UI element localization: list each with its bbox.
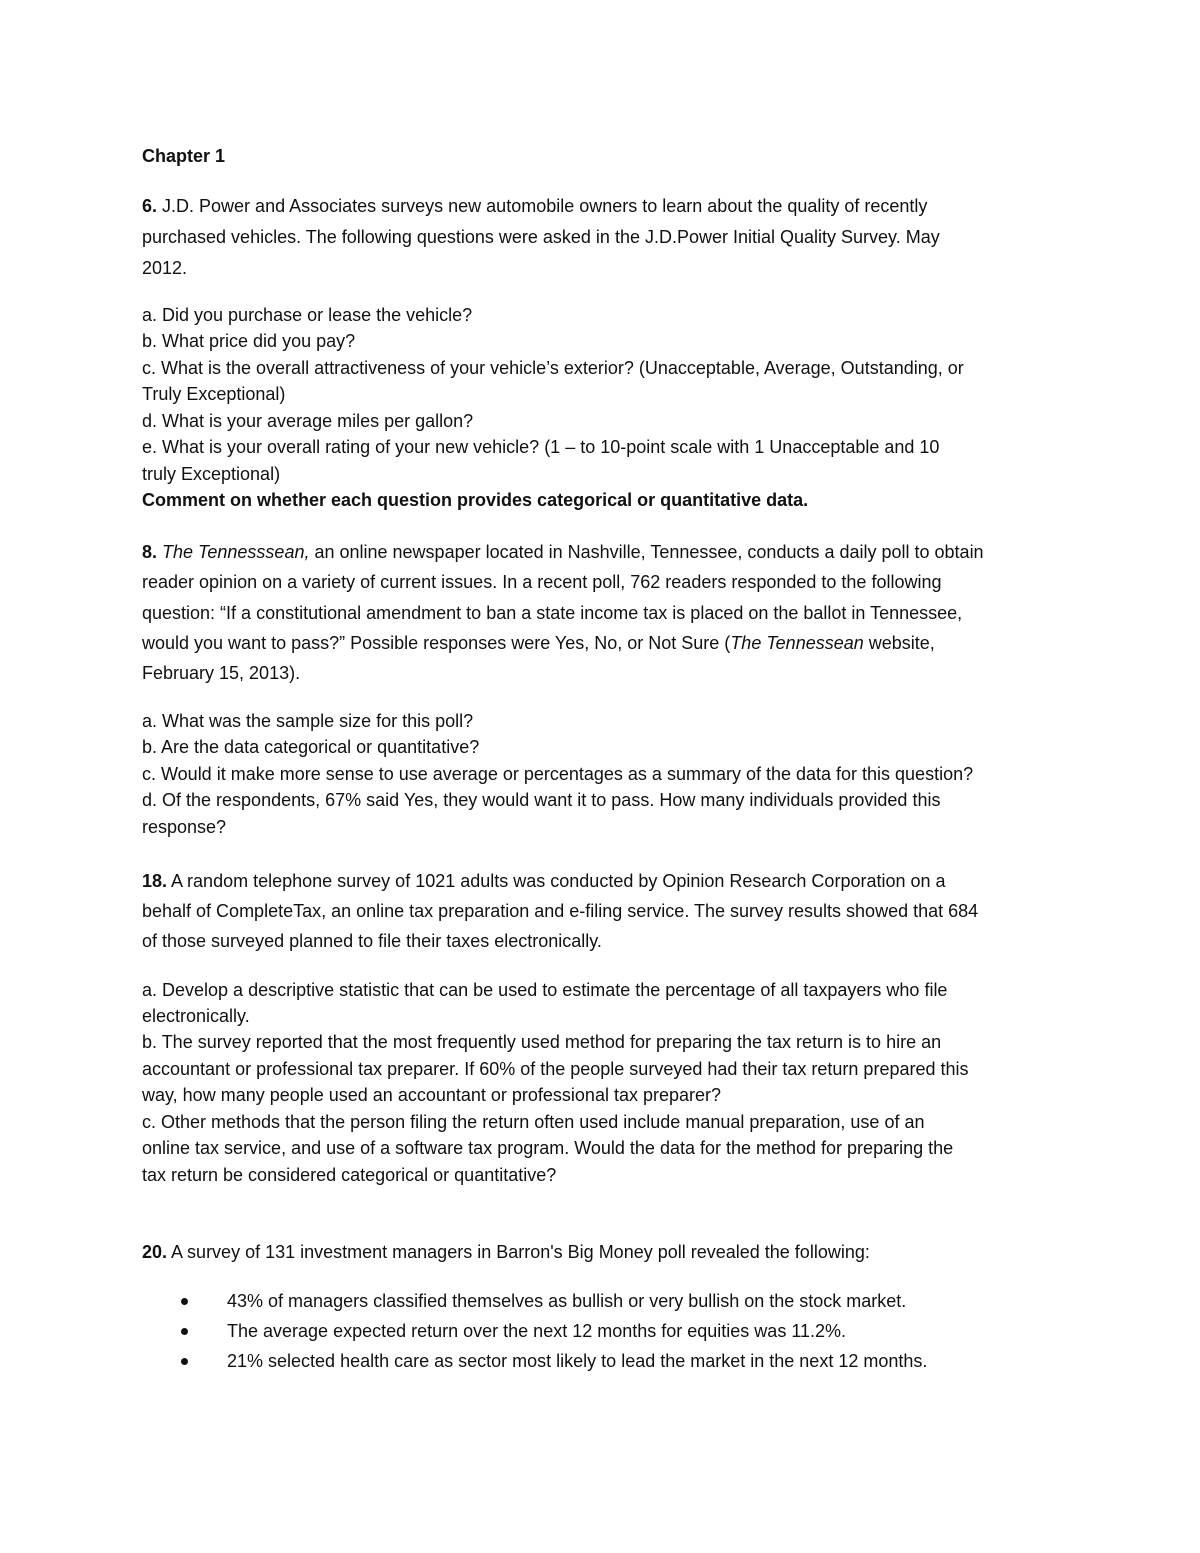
- q20-bullet-2: The average expected return over the next 12 months for equities was 11.2%.: [227, 1321, 847, 1341]
- q8-line-5: February 15, 2013).: [142, 663, 301, 683]
- q18-number: 18.: [142, 871, 168, 891]
- q6-item-c-cont: Truly Exceptional): [142, 384, 286, 404]
- q18-intro-line-3: of those surveyed planned to file their taxes electronically.: [142, 931, 602, 951]
- q20-intro: [142, 1237, 1067, 1267]
- q18-intro-text-1: A random telephone survey of 1021 adults was conducted by Opinion Research Corporation on a: [167, 871, 946, 891]
- q8-item-c: c. Would it make more sense to use average or percentages as a summary of the data for this question?: [142, 764, 974, 784]
- q8-item-d-cont: response?: [142, 817, 227, 837]
- chapter-heading: Chapter 1: [142, 146, 226, 166]
- q18-item-c-cont-1: online tax service, and use of a software tax program. Would the data for the method for preparing the: [142, 1138, 954, 1158]
- q8-line-4-pre: would you want to pass?” Possible responses were Yes, No, or Not Sure (: [142, 633, 731, 653]
- q20-bullet-3: 21% selected health care as sector most likely to lead the market in the next 12 months.: [227, 1351, 928, 1371]
- q6-item-e-cont: truly Exceptional): [142, 464, 281, 484]
- q8-line-2: reader opinion on a variety of current issues. In a recent poll, 762 readers responded to the following: [142, 572, 942, 592]
- q6-item-e: e. What is your overall rating of your new vehicle? (1 – to 10-point scale with 1 Unacceptable and 10: [142, 437, 940, 457]
- q8-number: 8.: [142, 542, 158, 562]
- q6-item-c: c. What is the overall attractiveness of your vehicle’s exterior? (Unacceptable, Average, Outstanding, or: [142, 358, 964, 378]
- q20-bullet-1: 43% of managers classified themselves as bullish or very bullish on the stock market.: [227, 1291, 907, 1311]
- q18-item-b-cont-2: way, how many people used an accountant or professional tax preparer?: [142, 1085, 722, 1105]
- bullet-icon: [181, 1328, 188, 1335]
- q8-line-1: [142, 537, 1067, 567]
- q6-item-d: d. What is your average miles per gallon?: [142, 411, 474, 431]
- q6-intro-line-2: purchased vehicles. The following questions were asked in the J.D.Power Initial Quality Survey. May: [142, 227, 940, 247]
- q6-number: 6.: [142, 196, 158, 216]
- bullet-icon: [181, 1298, 188, 1305]
- q18-item-a: a. Develop a descriptive statistic that can be used to estimate the percentage of all taxpayers who file: [142, 980, 948, 1000]
- q20-number: 20.: [142, 1242, 168, 1262]
- q8-source-name: The Tennessean: [730, 633, 864, 653]
- q6-intro-line-3: 2012.: [142, 258, 188, 278]
- q8-item-d: d. Of the respondents, 67% said Yes, they would want it to pass. How many individuals provided this: [142, 790, 941, 810]
- q8-item-b: b. Are the data categorical or quantitative?: [142, 737, 480, 757]
- bullet-icon: [181, 1358, 188, 1365]
- q18-item-c-cont-2: tax return be considered categorical or quantitative?: [142, 1165, 557, 1185]
- q18-item-c: c. Other methods that the person filing the return often used include manual preparation, use of an: [142, 1112, 925, 1132]
- q18-item-b: b. The survey reported that the most frequently used method for preparing the tax return is to hire an: [142, 1032, 942, 1052]
- q8-line-3: question: “If a constitutional amendment to ban a state income tax is placed on the ballot in Tennessee,: [142, 603, 963, 623]
- q8-line-4: [142, 628, 1067, 658]
- q8-item-a: a. What was the sample size for this poll?: [142, 711, 474, 731]
- q8-line-4-post: website,: [863, 633, 935, 653]
- q6-item-b: b. What price did you pay?: [142, 331, 356, 351]
- q18-item-b-cont-1: accountant or professional tax preparer. If 60% of the people surveyed had their tax return prepared this: [142, 1059, 969, 1079]
- q8-line-1-rest: an online newspaper located in Nashville, Tennessee, conducts a daily poll to obtain: [309, 542, 984, 562]
- q6-intro-line-1: [142, 191, 1067, 221]
- q6-intro-text-1: J.D. Power and Associates surveys new automobile owners to learn about the quality of recently: [162, 196, 928, 216]
- q18-intro-line-1: [142, 866, 1067, 896]
- q6-instruction: Comment on whether each question provides categorical or quantitative data.: [142, 490, 809, 510]
- q6-item-a: a. Did you purchase or lease the vehicle?: [142, 305, 473, 325]
- q18-item-a-cont: electronically.: [142, 1006, 250, 1026]
- q18-intro-line-2: behalf of CompleteTax, an online tax preparation and e-filing service. The survey results showed that 684: [142, 901, 979, 921]
- q20-intro-text: A survey of 131 investment managers in Barron's Big Money poll revealed the following:: [167, 1242, 870, 1262]
- q8-newspaper-name: The Tennesssean,: [162, 542, 310, 562]
